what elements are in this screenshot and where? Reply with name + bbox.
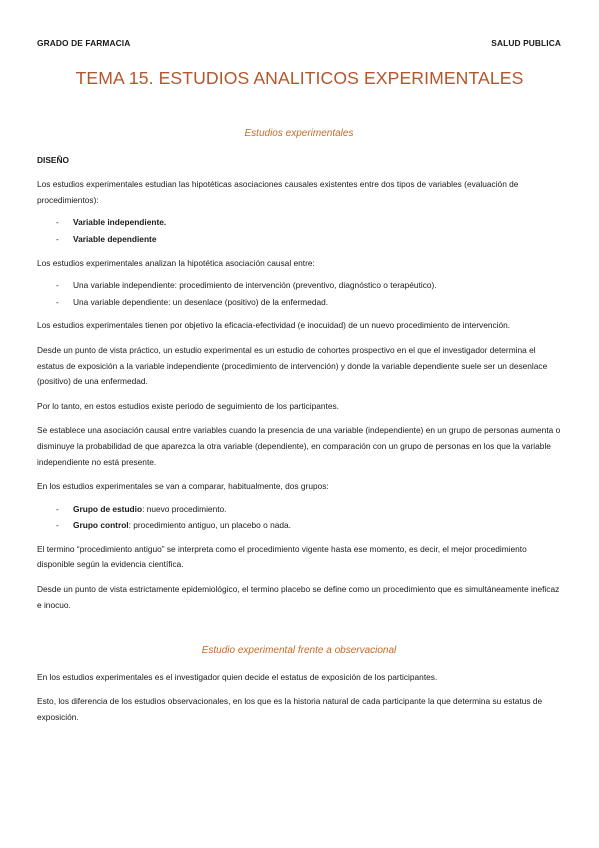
section-subtitle-experimentales: Estudios experimentales bbox=[244, 128, 354, 139]
paragraph: Por lo tanto, en estos estudios existe periodo de seguimiento de los participantes. bbox=[37, 400, 339, 411]
page-header bbox=[37, 38, 561, 48]
paragraph: Se establece una asociación causal entre variables cuando la presencia de una variable (independiente) en un grupo de personas aumenta o disminuye la probabilidad de que aparezca la otra variable (dependiente), en comparación con un grupo de personas en los que la variable independiente no está presente. bbox=[37, 425, 561, 467]
paragraph: Los estudios experimentales tienen por objetivo la eficacia-efectividad (e inocuidad) de un nuevo procedimiento de intervención. bbox=[37, 320, 511, 331]
header-left: GRADO DE FARMACIA bbox=[37, 38, 131, 48]
list-item-text: Variable independiente. bbox=[73, 217, 167, 228]
document-body bbox=[37, 126, 561, 735]
bullet-dash: - bbox=[56, 233, 59, 244]
list-item-text: Una variable independiente: procedimiento de intervención (preventivo, diagnóstico o terapéutico). bbox=[73, 280, 437, 291]
section-subtitle-frente-observacional: Estudio experimental frente a observacional bbox=[201, 645, 397, 657]
paragraph: En los estudios experimentales es el investigador quien decide el estatus de exposición de los participantes. bbox=[37, 671, 438, 682]
list-item bbox=[37, 502, 561, 518]
bullet-dash: - bbox=[56, 296, 59, 307]
list-item-term: Grupo de estudio bbox=[73, 503, 143, 514]
paragraph: Los estudios experimentales estudian las hipotéticas asociaciones causales existentes entre dos tipos de variables (evaluación de procedimientos): bbox=[37, 179, 519, 205]
list-item-text: Una variable dependiente: un desenlace (positivo) de la enfermedad. bbox=[73, 296, 329, 307]
bullet-dash: - bbox=[56, 520, 59, 531]
groups-list bbox=[37, 502, 561, 534]
paragraph: Los estudios experimentales analizan la hipotética asociación causal entre: bbox=[37, 257, 315, 268]
variable-types-list bbox=[37, 215, 561, 247]
paragraph: Desde un punto de vista estrictamente epidemiológico, el termino placebo se define como un procedimiento que es simultáneamente ineficaz e inocuo. bbox=[37, 584, 560, 610]
bullet-dash: - bbox=[56, 280, 59, 291]
paragraph: En los estudios experimentales se van a comparar, habitualmente, dos grupos: bbox=[37, 481, 329, 492]
list-item bbox=[37, 278, 561, 294]
bullet-dash: - bbox=[56, 503, 59, 514]
list-item bbox=[37, 232, 561, 248]
association-list bbox=[37, 278, 561, 310]
paragraph: Esto, los diferencia de los estudios observacionales, en los que es la historia natural de cada participante la que determina su estatus de exposición. bbox=[37, 696, 543, 723]
paragraph: El termino “procedimiento antiguo” se interpreta como el procedimiento vigente hasta ese momento, es decir, el mejor procedimiento disponible según la evidencia científica. bbox=[37, 543, 527, 570]
list-item bbox=[37, 215, 561, 231]
list-item bbox=[37, 295, 561, 311]
list-item-text: : nuevo procedimiento. bbox=[142, 503, 227, 514]
list-item-term: Grupo control bbox=[73, 520, 129, 531]
list-item-text: Variable dependiente bbox=[73, 233, 157, 244]
header-right: SALUD PUBLICA bbox=[491, 38, 561, 48]
paragraph: Desde un punto de vista práctico, un estudio experimental es un estudio de cohortes prospectivo en el que el investigador determina el estatus de exposición a la variable independiente (procedimiento de intervención) y donde la variable dependiente suele ser un desenlace (positivo) de una enfermedad. bbox=[37, 344, 548, 387]
list-item bbox=[37, 518, 561, 534]
bullet-dash: - bbox=[56, 217, 59, 228]
section-heading-diseno: DISEÑO bbox=[37, 154, 69, 165]
page-title: TEMA 15. ESTUDIOS ANALITICOS EXPERIMENTALES bbox=[75, 68, 524, 88]
list-item-text: : procedimiento antiguo, un placebo o nada. bbox=[128, 520, 291, 531]
